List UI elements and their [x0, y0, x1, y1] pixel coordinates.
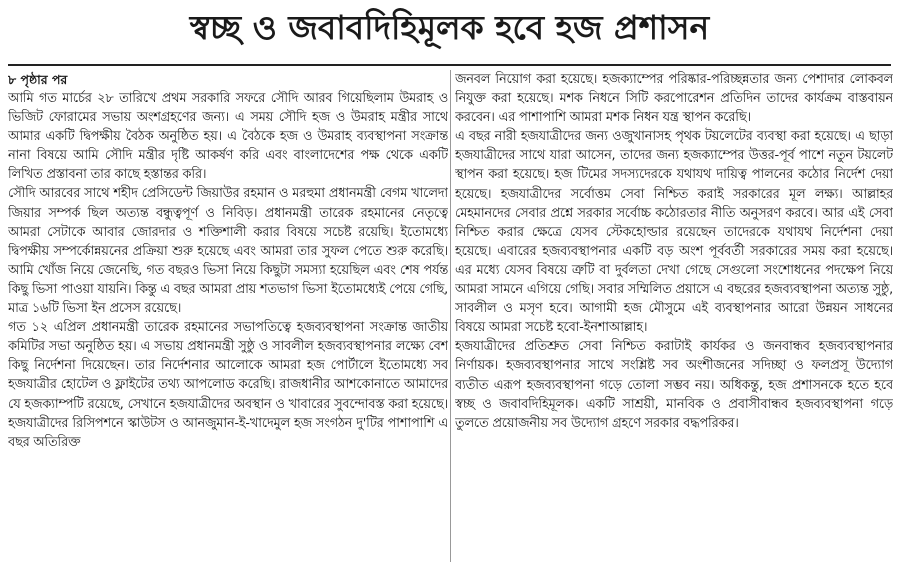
paragraph-conclusion: হজযাত্রীদের প্রতিশ্রুত সেবা নিশ্চিত করাটাই কার্যকর ও জনবান্ধব হজব্যবস্থাপনার নির্ণায়ক। হজব্যবস্থাপনার সাথে সংশ্লিষ্ট সব অংশীজনের সদিচ্ছা ও ফলপ্রসূ উদ্যোগ ব্যতীত এরূপ হজব্যবস্থাপনা গড়ে তোলা সম্ভব নয়। অধিকন্তু, হজ প্রশাসনকে হতে হবে স্বচ্ছ ও জবাবদিহিমূলক। একটি সাশ্রয়ী, মানবিক ও প্রবাসীবান্ধব হজব্যবস্থাপনা গড়ে তুলতে প্রয়োজনীয় সব উদ্যোগ গ্রহণে সরকার বদ্ধপরিকর। [455, 339, 893, 431]
article-column-right [455, 70, 893, 565]
paragraph-visit: আমি গত মার্চের ২৮ তারিখে প্রথম সরকারি সফরে সৌদি আরব গিয়েছিলাম উমরাহ ও ভিজিট ফোরামের সভায় অংশগ্রহণের জন্য। এ সময় সৌদি হজ ও উমরাহ মন্ত্রীর সাথে আমার একটি দ্বিপক্ষীয় বৈঠক অনুষ্ঠিত হয়। এ বৈঠকে হজ ও উমরাহ ব্যবস্থাপনা সংক্রান্ত নানা বিষয়ে আমি সৌদি মন্ত্রীর দৃষ্টি আকর্ষণ করি এবং বাংলাদেশের পক্ষ থেকে একটি লিখিত প্রস্তাবনা তার কাছে হস্তান্তর করি। [8, 91, 448, 183]
paragraph-manpower: জনবল নিয়োগ করা হয়েছে। হজক্যাম্পের পরিষ্কার-পরিচ্ছন্নতার জন্য পেশাদার লোকবল নিযুক্ত করা হয়েছে। মশক নিধনে সিটি করপোরেশন প্রতিদিন তাদের কার্যক্রম বাস্তবায়ন করবেন। এর পাশাপাশি আমরা মশক নিধন যন্ত্র স্থাপন করেছি। [455, 72, 893, 126]
paragraph-relations: সৌদি আরবের সাথে শহীদ প্রেসিডেন্ট জিয়াউর রহমান ও মরহুমা প্রধানমন্ত্রী বেগম খালেদা জিয়ার সম্পর্ক ছিল অত্যন্ত বন্ধুত্বপূর্ণ ও নিবিড়। প্রধানমন্ত্রী তারেক রহমানের নেতৃত্বে আমরা সেটাকে আবার জোরদার ও শক্তিশালী করার বিষয়ে সচেষ্ট রয়েছি। ইতোমধ্যে দ্বিপক্ষীয় সম্পর্কোন্নয়নের প্রক্রিয়া শুরু হয়েছে এবং আমরা তার সুফল পেতে শুরু করেছি। আমি খোঁজ নিয়ে জেনেছি, গত বছরও ভিসা নিয়ে কিছুটা সমস্যা হয়েছিল এবং শেষ পর্যন্ত কিছু ভিসা পাওয়া যায়নি। কিন্তু এ বছর আমরা প্রায় শতভাগ ভিসা ইতোমধ্যেই পেয়ে গেছি, মাত্র ১৬টি ভিসা ইন প্রসেস রয়েছে। [8, 186, 448, 317]
article-headline: স্বচ্ছ ও জবাবদিহিমূলক হবে হজ প্রশাসন [189, 8, 710, 47]
paragraph-committee: গত ১২ এপ্রিল প্রধানমন্ত্রী তারেক রহমানের সভাপতিত্বে হজব্যবস্থাপনা সংক্রান্ত জাতীয় কমিটির সভা অনুষ্ঠিত হয়। এ সভায় প্রধানমন্ত্রী সুষ্ঠু ও সাবলীল হজব্যবস্থাপনার লক্ষ্যে বেশ কিছু নির্দেশনা দিয়েছেন। তার নির্দেশনার আলোকে আমরা হজ পোর্টালে ইতোমধ্যে সব হজযাত্রীর হোটেল ও ফ্লাইটের তথ্য আপলোড করেছি। রাজধানীর আশকোনাতে আমাদের যে হজক্যাম্পটি রয়েছে, সেখানে হজযাত্রীদের অবস্থান ও খাবারের সুবন্দোবস্ত করা হয়েছে। হজযাত্রীদের রিসিপশনে স্কাউটস ও আনজুমান-ই-খাদেমুল হজ সংগঠন দু'টির পাশাপাশি এ বছর অতিরিক্ত [8, 320, 448, 450]
article-column-left [8, 70, 448, 565]
continued-from-label: ৮ পৃষ্ঠার পর [8, 72, 68, 87]
column-divider [450, 70, 451, 562]
headline-rule [8, 64, 891, 66]
paragraph-facilities: এ বছর নারী হজযাত্রীদের জন্য ওজুখানাসহ পৃথক টয়লেটের ব্যবস্থা করা হয়েছে। এ ছাড়া হজযাত্রীদের সাথে যারা আসেন, তাদের জন্য হজক্যাম্পের উত্তর-পূর্ব পাশে নতুন টয়লেট স্থাপন করা হয়েছে। হজ টিমের সদস্যদেরকে যথাযথ দায়িত্ব পালনের কঠোর নির্দেশ দেয়া হয়েছে। হজযাত্রীদের সর্বোত্তম সেবা নিশ্চিত করাই সরকারের মূল লক্ষ্য। আল্লাহর মেহমানদের সেবার প্রশ্নে সরকার সর্বোচ্চ কঠোরতার নীতি অনুসরণ করবে। আর এই সেবা নিশ্চিত করার ক্ষেত্রে যেসব স্টেকহোল্ডার রয়েছেন তাদেরকে যথাযথ নির্দেশনা দেয়া হয়েছে। এবারের হজব্যবস্থাপনার একটি বড় অংশ পূর্ববর্তী সরকারের সময় করা হয়েছে। এর মধ্যে যেসব বিষয়ে ত্রুটি বা দুর্বলতা দেখা গেছে সেগুলো সংশোধনের পদক্ষেপ নিয়ে আমরা সামনে এগিয়ে গেছি। সবার সম্মিলিত প্রয়াসে এ বছরের হজব্যবস্থাপনা অত্যন্ত সুষ্ঠু, সাবলীল ও মসৃণ হবে। আগামী হজ মৌসুমে এই ব্যবস্থাপনার আরো উন্নয়ন সাধনের বিষয়ে আমরা সচেষ্ট হবো-ইনশাআল্লাহ। [455, 129, 893, 336]
